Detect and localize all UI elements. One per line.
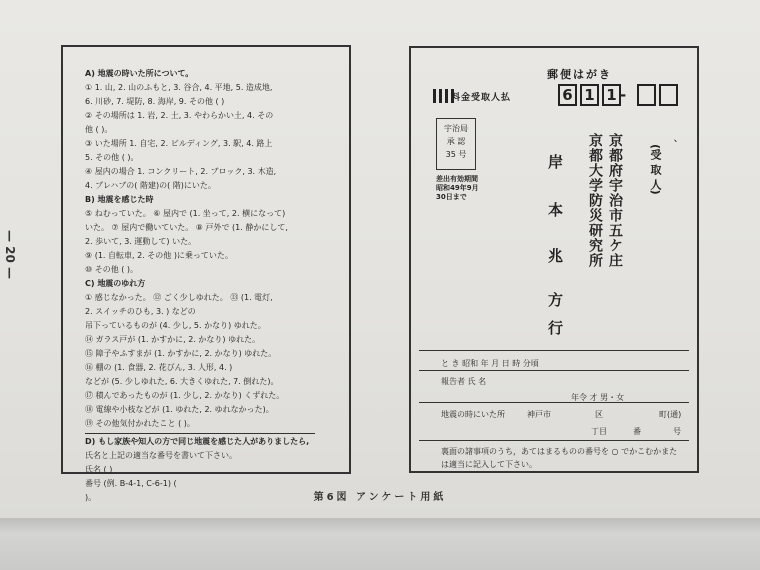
permit-stamp: [436, 118, 476, 170]
validity-line: 30日まで: [436, 193, 467, 201]
zip-dash: -: [620, 86, 627, 104]
questionnaire-line: ⑤ ねむっていた。 ⑥ 屋内で (1. 坐って, 2. 横になって): [85, 209, 286, 218]
questionnaire-line: 吊下っているものが (4. 少し, 5. かなり) ゆれた。: [85, 321, 266, 330]
stamp-line: 承 認: [446, 137, 466, 146]
questionnaire-line: ③ いた場所 1. 自宅, 2. ビルディング, 3. 駅, 4. 路上: [85, 139, 273, 148]
questionnaire-line: )。: [85, 493, 97, 502]
receiver-char: 本: [546, 202, 564, 217]
questionnaire-line: ⑰ 積んであったものが (1. 少し, 2. かなり) くずれた。: [85, 391, 285, 400]
questionnaire-line: などが (5. 少しゆれた, 6. 大きくゆれた, 7. 倒れた)。: [85, 377, 279, 386]
questionnaire-line: 氏名と上記の適当な番号を書いて下さい。: [85, 451, 237, 460]
questionnaire-line: 氏名 ( ): [85, 465, 113, 474]
questionnaire-line: ⑱ 電線や小枝などが (1. ゆれた, 2. ゆれなかった)。: [85, 405, 274, 414]
zip-digit-3: 1: [602, 84, 621, 106]
questionnaire-line: ④ 屋内の場合 1. コンクリート, 2. ブロック, 3. 木造,: [85, 167, 277, 176]
questionnaire-line: ② その場所は 1. 岩, 2. 土, 3. やわらかい土, 4. その: [85, 111, 274, 120]
zip-digit-1: 6: [558, 84, 577, 106]
questionnaire-line: A) 地震の時いた所について。: [85, 69, 194, 78]
questionnaire-line: ① 1. 山, 2. 山のふもと, 3. 谷合, 4. 平地, 5. 造成地,: [85, 83, 273, 92]
section-divider: [85, 433, 315, 434]
postcard-title: 郵便はがき: [547, 68, 612, 81]
instructions-line-1: 裏面の諸事項のうち，あてはまるものの番号を ○ でかこむかまた: [441, 447, 678, 456]
zip-digit-2: 1: [580, 84, 599, 106]
questionnaire-line: B) 地震を感じた時: [85, 195, 154, 204]
zip-digit-4: [637, 84, 656, 106]
validity-note: [436, 175, 479, 202]
reporter-row: 報告者 氏 名: [441, 377, 487, 386]
questionnaire-line: ⑯ 棚の (1. 食器, 2. 花びん, 3. 人形, 4. ): [85, 363, 233, 372]
questionnaire-line: ⑮ 障子やふすまが (1. かすかに, 2. かなり) ゆれた。: [85, 349, 277, 358]
questionnaire-line: D) もし家族や知人の方で同じ地震を感じた人がありましたら,: [85, 437, 310, 446]
questionnaire-line: 5. その他 ( )。: [85, 153, 139, 162]
form-divider: [419, 350, 689, 351]
receiver-char: 兆: [546, 248, 564, 263]
age-row: 年令 才 男・女: [571, 393, 625, 402]
figure-caption: 第6図 アンケート用紙: [313, 492, 447, 503]
instructions-line-2: は適当に記入して下さい。: [441, 460, 537, 469]
validity-line: 昭和49年9月: [436, 184, 479, 192]
page-number: — 20 —: [3, 230, 17, 280]
receiver-char: 行: [546, 320, 564, 335]
address-line-1: 京都府宇治市五ケ庄: [607, 133, 623, 268]
questionnaire-card: [61, 45, 351, 502]
stamp-line: 宇治局: [444, 124, 468, 133]
questionnaire-line: 2. スイッチのひも, 3. ) などの: [85, 307, 196, 316]
questionnaire-line: ⑭ ガラス戸が (1. かすかに, 2. かなり) ゆれた。: [85, 335, 261, 344]
questionnaire-line: ① 感じなかった。 ⑫ ごく少しゆれた。 ⑬ (1. 電灯,: [85, 293, 273, 302]
city-label: 神戸市: [527, 410, 551, 419]
form-divider: [419, 370, 689, 371]
time-row: と き 昭和 年 月 日 時 分頃: [441, 359, 539, 368]
questionnaire-line: C) 地震のゆれ方: [85, 279, 146, 288]
corner-mark: ˎ: [673, 128, 679, 142]
page-edge-shadow: [0, 518, 760, 570]
questionnaire-line: 6. 川砂, 7. 堤防, 8. 海岸, 9. その他 ( ): [85, 97, 225, 106]
form-divider: [419, 440, 689, 441]
questionnaire-line: 2. 歩いて, 3. 運動して) いた。: [85, 237, 197, 246]
ward-label: 区: [595, 410, 603, 419]
receiver-char: 方: [546, 292, 564, 307]
questionnaire-line: 他 ( )。: [85, 125, 113, 134]
zip-digit-5: [659, 84, 678, 106]
fee-label: 料金受取人払: [451, 93, 512, 103]
receiver-note: (受 取 人): [649, 144, 662, 195]
receiver-char: 岸: [546, 154, 564, 169]
banchi-label: 番: [633, 427, 641, 436]
town-label: 町(通): [659, 410, 682, 419]
form-divider: [419, 402, 689, 403]
go-label: 号: [673, 427, 681, 436]
location-label: 地震の時にいた所: [441, 410, 505, 419]
questionnaire-line: いた。 ⑦ 屋内で働いていた。 ⑧ 戸外で (1. 静かにして,: [85, 223, 288, 232]
address-line-2: 京都大学防災研究所: [587, 133, 603, 268]
stamp-line: 35 号: [445, 150, 467, 159]
reply-postcard: [409, 46, 699, 473]
questionnaire-line: ⑲ その他気付かれたこと ( )。: [85, 419, 195, 428]
questionnaire-line: 4. プレハブの( 階建)の( 階)にいた。: [85, 181, 216, 190]
chome-label: 丁目: [591, 427, 607, 436]
questionnaire-line: ⑨ (1. 自転車, 2. その他 )に乗っていた。: [85, 251, 233, 260]
questionnaire-line: ⑩ その他 ( )。: [85, 265, 139, 274]
questionnaire-line: 番号 (例. B-4-1, C-6-1) (: [85, 479, 177, 488]
validity-line: 差出有効期間: [436, 175, 478, 183]
